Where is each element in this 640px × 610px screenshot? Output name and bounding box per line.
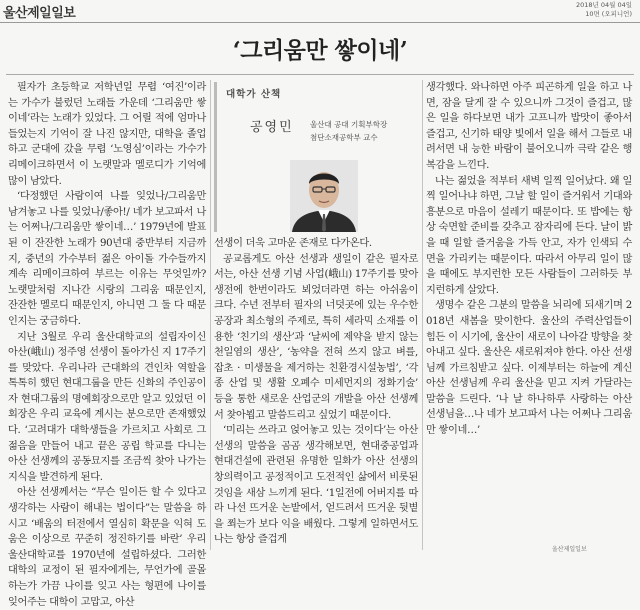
paragraph: 필자가 초등학교 저학년일 무렵 ‘여진’이라는 가수가 불렀던 노래들 가운데 ‘그리움만 쌓이네’라는 노래가 있었다. 그 어릴 적에 엄마나 들었는지 기억이 잘 나진 않지만, 대학을 졸업하고 군대에 갔을 무렵 ‘노영심’이라는 가수가 리메이크하면서 이 노랫말과 멜로디가 기억에 많이 남았다. <box>8 82 206 187</box>
article-headline: ‘그리움만 쌓이네’ <box>232 37 408 64</box>
paragraph: ‘다정했던 사람이여 나를 잊었나/그리움만 남겨놓고 나를 잊었나/좋아!/ 네가 보고파서 나는 어쩌나/그리움만 쌓이네…’ 1979년에 발표된 이 잔잔한 노래가 90년대 중반부터 지금까지, 중년의 가수부터 젊은 아이돌 가수들까지 계속 리메이크하여 부르는 이유는 무엇일까? 노랫말처럼 지나간 시랑의 그리움 때문인지, 잔잔한 멜로디 때문인지, 아니면 그 둘 다 때문인지는 궁금하다. <box>8 191 206 327</box>
date-line-1: 2018년 04월 04일 <box>575 1 632 9</box>
headline-rule <box>6 74 634 75</box>
author-name: 공영민 <box>250 120 294 135</box>
author-affiliation <box>310 118 387 144</box>
paragraph: 지난 3월로 우리 울산대학교의 설립자이신 아산(峨山) 정주영 선생이 돌아가신 지 17주기를 맞았다. 우리나라 근대화의 견인차 역할을 톡톡히 했던 현대그룹을 만든 신화의 주인공이자 현대그룹의 명예회장으로만 알고 있었던 이 회장은 우리 교육에 계시는 분으로만 존재했었다. ‘고려대가 대학생들을 가르치고 사회로 그 젊음을 만들어 내고 끝은 공립 학교를 다니는 아산 선생께의 공동묘지를 조금씩 찾아 나가는 지식을 발견하게 된다. <box>8 331 206 483</box>
masthead <box>0 0 640 23</box>
author-byline <box>214 80 418 232</box>
paragraph: 선생이 더욱 고마운 존재로 다가온다. <box>214 238 372 249</box>
date-line-2: 10면 (오피니언) <box>585 10 632 18</box>
paragraph: 생각했다. 와나하면 아주 피곤하게 일을 하고 나면, 잠을 달게 잘 수 있으니까 그것이 즐겁고, 많은 일을 하다보면 내가 고프니까 밥맛이 좋아서 즐겁고, 신기하 태양 빛에서 일을 해서 그들로 내려서면 내 능한 바람이 불어오니까 극락 같은 행복감을 느낀다. <box>426 82 632 171</box>
affiliation-line-2: 첨단소재공학부 교수 <box>310 133 378 142</box>
paragraph: 나는 젊었을 적부터 새벽 일찍 일어났다. 왜 일찍 일어나냐 하면, 그날 할 일이 즐거워서 기대와 흥분으로 마음이 설레기 때문이다. 또 밥에는 항상 숙면할 준비를 갖추고 잠자리에 든다. 날이 밝을 때 일할 즐거움을 가득 안고, 자가 인색되 수면을 가리키는 때문이다. 따라서 아무리 일이 많을 때에도 부지런한 모든 사람들이 그러하듯 부지런하게 살았다. <box>426 175 632 296</box>
paragraph: 생명수 같은 그분의 말씀을 뇌리에 되새기며 2018년 새봄을 맞이한다. 울산의 주력산업들이 힘든 이 시기에, 울산이 새로이 나아갈 방향을 찾아내고 싶다. 울산은 새로워져야 한다. 아산 선생님께 가르침받고 싶다. 이제부터는 하늘에 계신 아산 선생님께 우리 울산을 믿고 지켜 가달라는 말씀을 드린다. ‘나 날 하나하루 사랑하는 아산 선생님을…나 네가 보고파서 나는 어쩌나 그리움만 쌓이네…’ <box>426 300 632 437</box>
paragraph: 공교롭게도 아산 선생과 생일이 같은 필자로서는, 아산 선생 기념 사업(峨山) 17주기를 맞아 생전에 한번이라도 뵈었더라면 하는 아쉬움이 크다. 수년 전부터 필자의 너덧곳에 있는 우수한 공장과 최소형의 주제로, 특히 세라믹 소재를 이용한 ‘친기의 생산’과 ‘날씨에 제약을 받지 않는 천일염의 생산’, ‘농약을 전혀 쓰지 않고 벼를, 잡초 · 미생물을 제거하는 친환경시설농법’, ‘각종 산업 및 생활 오폐수 미세먼지의 정화기술’ 등을 통한 새로운 산업군의 개발을 아산 선생께서 찾아뵙고 말씀드리고 싶었기 때문이다. <box>214 253 418 421</box>
column-divider-2 <box>422 80 423 550</box>
article-column-3 <box>426 80 632 550</box>
affiliation-line-1: 울산대 공대 기획부학장 <box>310 120 388 129</box>
newspaper-name: 울산제일일보 <box>3 6 76 21</box>
article-column-1 <box>8 80 206 608</box>
column-section-label: 대학가 산책 <box>226 89 282 100</box>
source-credit: 울산제일일보 <box>552 546 587 553</box>
column-divider-1 <box>210 80 211 550</box>
paragraph: ‘미리는 쓰라고 얹어놓고 있는 것이다’는 아산 선생의 말씀을 곰곰 생각해보면, 현대중공업과 현대건설에 관련된 유명한 일화가 아산 선생의 창의력이고 공정적이고 도전적인 삶에서 비롯된 것임을 새삼 느끼게 된다. ‘1일전에 어버지를 따라 나선 뜨거운 논밭에서, 얻드려서 뜨거운 뒷볕을 쬐는가 보다 익을 배웠다. 그렇게 일하면서도 나는 항상 즐겁게 <box>214 425 418 546</box>
author-photo <box>290 160 358 232</box>
issue-date <box>576 1 632 19</box>
byline-accent-bar <box>214 82 217 232</box>
paragraph: 아산 선생께서는 “무슨 일이든 할 수 있다고 생각하는 사람이 해내는 법이다”는 말씀을 하시고 ‘배움의 터전에서 열심히 확문을 익혀 도움은 이상으로 꾸준히 정진하기를 바란’ 우리 울산대학교를 1970년에 설립하셨다. 그러한 대학의 교정이 된 필자에게는, 무언가에 골몰하는가 가끔 나이를 잊고 사는 형편에 나이를 잊어주는 대학이 고맙고, 아산 <box>8 487 206 608</box>
author-portrait-image <box>290 160 358 232</box>
article-column-2 <box>214 236 418 550</box>
